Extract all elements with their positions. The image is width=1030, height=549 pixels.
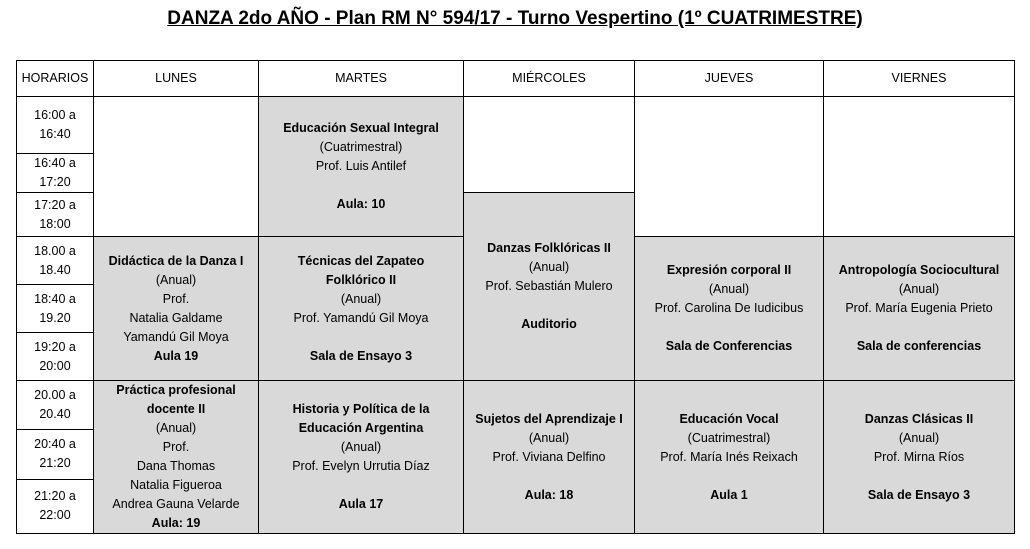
time-end: 16:40 <box>39 127 71 141</box>
empty-cell <box>635 97 824 237</box>
subject-name: Didáctica de la Danza I <box>108 253 244 268</box>
time-cell <box>17 237 94 285</box>
room: Sala de Conferencias <box>665 339 793 353</box>
empty-cell <box>94 97 259 237</box>
class-block <box>635 237 824 381</box>
time-start: 16:00 a <box>34 108 76 122</box>
room: Aula: 18 <box>524 487 574 502</box>
header-row <box>17 61 1015 97</box>
time-start: 18:40 a <box>34 291 76 306</box>
room: Sala de conferencias <box>856 339 982 353</box>
empty-cell <box>464 97 635 193</box>
time-start: 21:20 a <box>34 489 76 504</box>
class-block <box>259 237 464 381</box>
subject-name-line: Educación Argentina <box>298 421 424 435</box>
time-end: 20.40 <box>39 407 71 422</box>
subject-name-line: docente II <box>146 402 206 416</box>
time-start: 19:20 a <box>34 339 76 354</box>
professor: Prof. <box>162 440 190 454</box>
course-type: (Anual) <box>528 260 570 274</box>
time-cell <box>17 333 94 381</box>
class-block <box>259 97 464 237</box>
time-end: 18.40 <box>39 262 71 277</box>
class-block <box>94 381 259 534</box>
class-block <box>824 381 1015 534</box>
page-title: DANZA 2do AÑO - Plan RM N° 594/17 - Turno Vespertino (1º CUATRIMESTRE) <box>167 8 863 29</box>
professor: Prof. María Inés Reixach <box>660 449 798 464</box>
professor: Prof. María Eugenia Prieto <box>845 301 993 315</box>
subject-name-line: Historia y Política de la <box>292 402 430 416</box>
header-jueves: JUEVES <box>635 61 824 97</box>
time-cell <box>17 285 94 333</box>
class-block <box>259 381 464 534</box>
time-cell <box>17 479 94 533</box>
subject-name: Expresión corporal II <box>666 263 792 277</box>
professor: Prof. Luis Antilef <box>315 159 407 173</box>
course-type: (Cuatrimestral) <box>319 140 403 154</box>
schedule-table <box>16 60 1015 534</box>
subject-name: Educación Vocal <box>679 411 779 426</box>
time-end: 21:20 <box>39 456 71 471</box>
subject-name-line: Práctica profesional <box>116 383 236 397</box>
time-end: 22:00 <box>39 508 71 523</box>
course-type: (Anual) <box>898 282 940 296</box>
time-cell <box>17 154 94 193</box>
room: Aula: 10 <box>336 197 386 211</box>
course-type: (Anual) <box>708 282 750 296</box>
professor: Prof. <box>162 291 190 306</box>
time-start: 16:40 a <box>34 156 76 170</box>
professor: Prof. Mirna Ríos <box>873 449 965 464</box>
professor-name: Natalia Figueroa <box>130 478 222 492</box>
course-type: (Anual) <box>155 421 197 435</box>
time-start: 18.00 a <box>34 243 76 258</box>
professor: Prof. Viviana Delfino <box>492 449 606 464</box>
course-type: (Anual) <box>340 440 382 454</box>
header-horarios: HORARIOS <box>17 61 94 97</box>
time-row <box>17 97 1015 154</box>
room: Aula 19 <box>153 348 199 363</box>
professor-name: Dana Thomas <box>136 459 216 473</box>
room: Aula 17 <box>338 497 384 511</box>
room: Auditorio <box>521 317 577 331</box>
subject-name-line: Técnicas del Zapateo <box>297 253 425 268</box>
empty-cell <box>824 97 1015 237</box>
professor-name: Natalia Galdame <box>129 310 223 325</box>
room: Sala de Ensayo 3 <box>309 348 413 363</box>
time-end: 19.20 <box>39 310 71 325</box>
professor: Prof. Evelyn Urrutia Díaz <box>292 459 430 473</box>
time-cell <box>17 193 94 237</box>
time-cell <box>17 381 94 430</box>
subject-name: Sujetos del Aprendizaje I <box>475 411 623 426</box>
header-miercoles: MIÉRCOLES <box>464 61 635 97</box>
course-type: (Cuatrimestral) <box>687 430 771 445</box>
course-type: (Anual) <box>155 272 197 287</box>
time-start: 17:20 a <box>34 197 76 212</box>
header-martes: MARTES <box>259 61 464 97</box>
subject-name-line: Folklórico II <box>325 272 397 287</box>
header-viernes: VIERNES <box>824 61 1015 97</box>
course-type: (Anual) <box>528 430 570 445</box>
time-cell <box>17 430 94 479</box>
class-block <box>464 193 635 381</box>
subject-name: Danzas Folklóricas II <box>487 241 611 255</box>
time-end: 17:20 <box>39 175 71 189</box>
time-cell <box>17 97 94 154</box>
subject-name: Antropología Sociocultural <box>838 263 1000 277</box>
room: Sala de Ensayo 3 <box>867 487 971 502</box>
room: Aula 1 <box>710 487 748 502</box>
time-start: 20.00 a <box>34 388 76 403</box>
class-block <box>94 237 259 381</box>
subject-name: Danzas Clásicas II <box>864 411 974 426</box>
time-start: 20:40 a <box>34 437 76 452</box>
professor: Prof. Yamandú Gil Moya <box>293 310 429 325</box>
room: Aula: 19 <box>151 516 201 530</box>
header-lunes: LUNES <box>94 61 259 97</box>
time-end: 20:00 <box>39 358 71 373</box>
time-row <box>17 381 1015 430</box>
class-block <box>635 381 824 534</box>
course-type: (Anual) <box>898 430 940 445</box>
professor-name: Yamandú Gil Moya <box>123 329 229 344</box>
professor: Prof. Carolina De Iudicibus <box>654 301 804 315</box>
professor: Prof. Sebastián Mulero <box>485 279 613 293</box>
class-block <box>824 237 1015 381</box>
course-type: (Anual) <box>340 291 382 306</box>
subject-name: Educación Sexual Integral <box>283 121 439 135</box>
time-end: 18:00 <box>39 216 71 231</box>
class-block <box>464 381 635 534</box>
professor-name: Andrea Gauna Velarde <box>112 497 240 511</box>
